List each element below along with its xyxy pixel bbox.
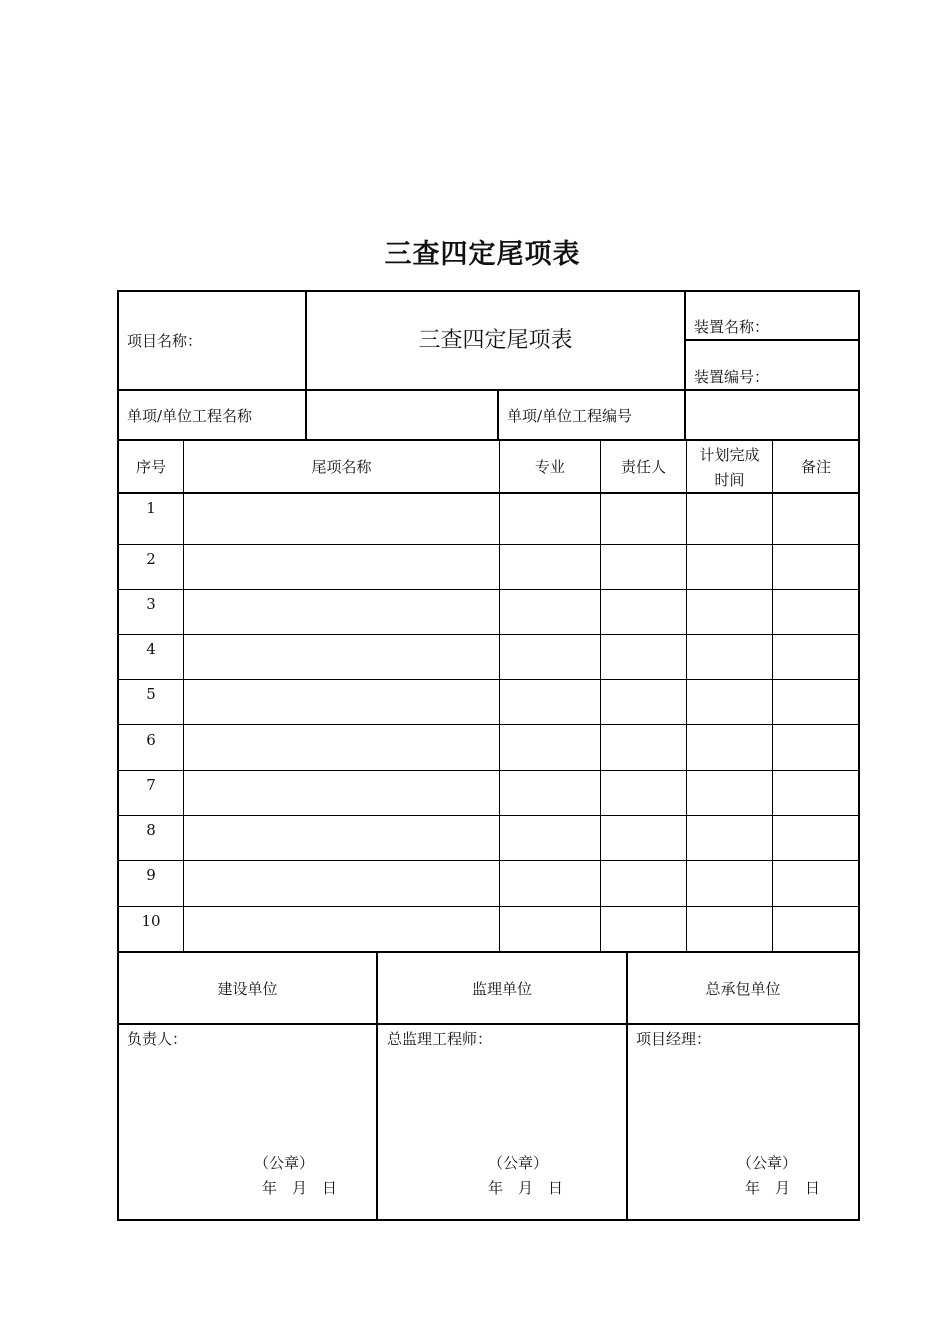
unit-number-label: 单项/单位工程编号	[507, 407, 633, 425]
project-name-label: 项目名称：	[127, 332, 203, 350]
row-index: 4	[146, 640, 156, 658]
party-general-contractor: 总承包单位	[705, 980, 781, 998]
page-title: 三查四定尾项表	[384, 239, 581, 270]
row-index: 9	[146, 866, 156, 884]
date-contractor: 年 月 日	[745, 1179, 821, 1197]
row-index: 5	[146, 685, 156, 703]
col-header-item-name: 尾项名称	[311, 458, 372, 476]
row-index: 10	[141, 912, 161, 930]
party-supervisor: 监理单位	[471, 980, 532, 998]
col-header-index: 序号	[135, 458, 166, 476]
project-name-value: 三查四定尾项表	[418, 328, 573, 353]
row-index: 7	[146, 776, 156, 794]
row-index: 6	[146, 731, 156, 749]
col-header-responsible: 责任人	[620, 458, 666, 476]
party-owner: 建设单位	[217, 980, 278, 998]
date-owner: 年 月 日	[262, 1179, 338, 1197]
device-name-label: 装置名称：	[694, 318, 770, 336]
unit-name-label: 单项/单位工程名称	[127, 407, 253, 425]
row-index: 3	[146, 595, 156, 613]
items-table	[117, 439, 860, 953]
date-supervisor: 年 月 日	[488, 1179, 564, 1197]
col-header-remarks: 备注	[800, 458, 831, 476]
row-index: 2	[146, 550, 156, 568]
col-header-planned-time: 时间	[714, 471, 745, 489]
col-header-planned-completion: 计划完成	[699, 446, 760, 464]
seal-supervisor: （公章）	[488, 1154, 549, 1172]
seal-contractor: （公章）	[737, 1154, 798, 1172]
row-index: 8	[146, 821, 156, 839]
role-owner: 负责人：	[127, 1030, 188, 1048]
role-supervisor: 总监理工程师：	[387, 1030, 493, 1048]
col-header-discipline: 专业	[534, 458, 565, 476]
seal-owner: （公章）	[254, 1154, 315, 1172]
row-index: 1	[146, 499, 156, 517]
device-number-label: 装置编号：	[694, 368, 770, 386]
role-manager: 项目经理：	[636, 1030, 712, 1048]
